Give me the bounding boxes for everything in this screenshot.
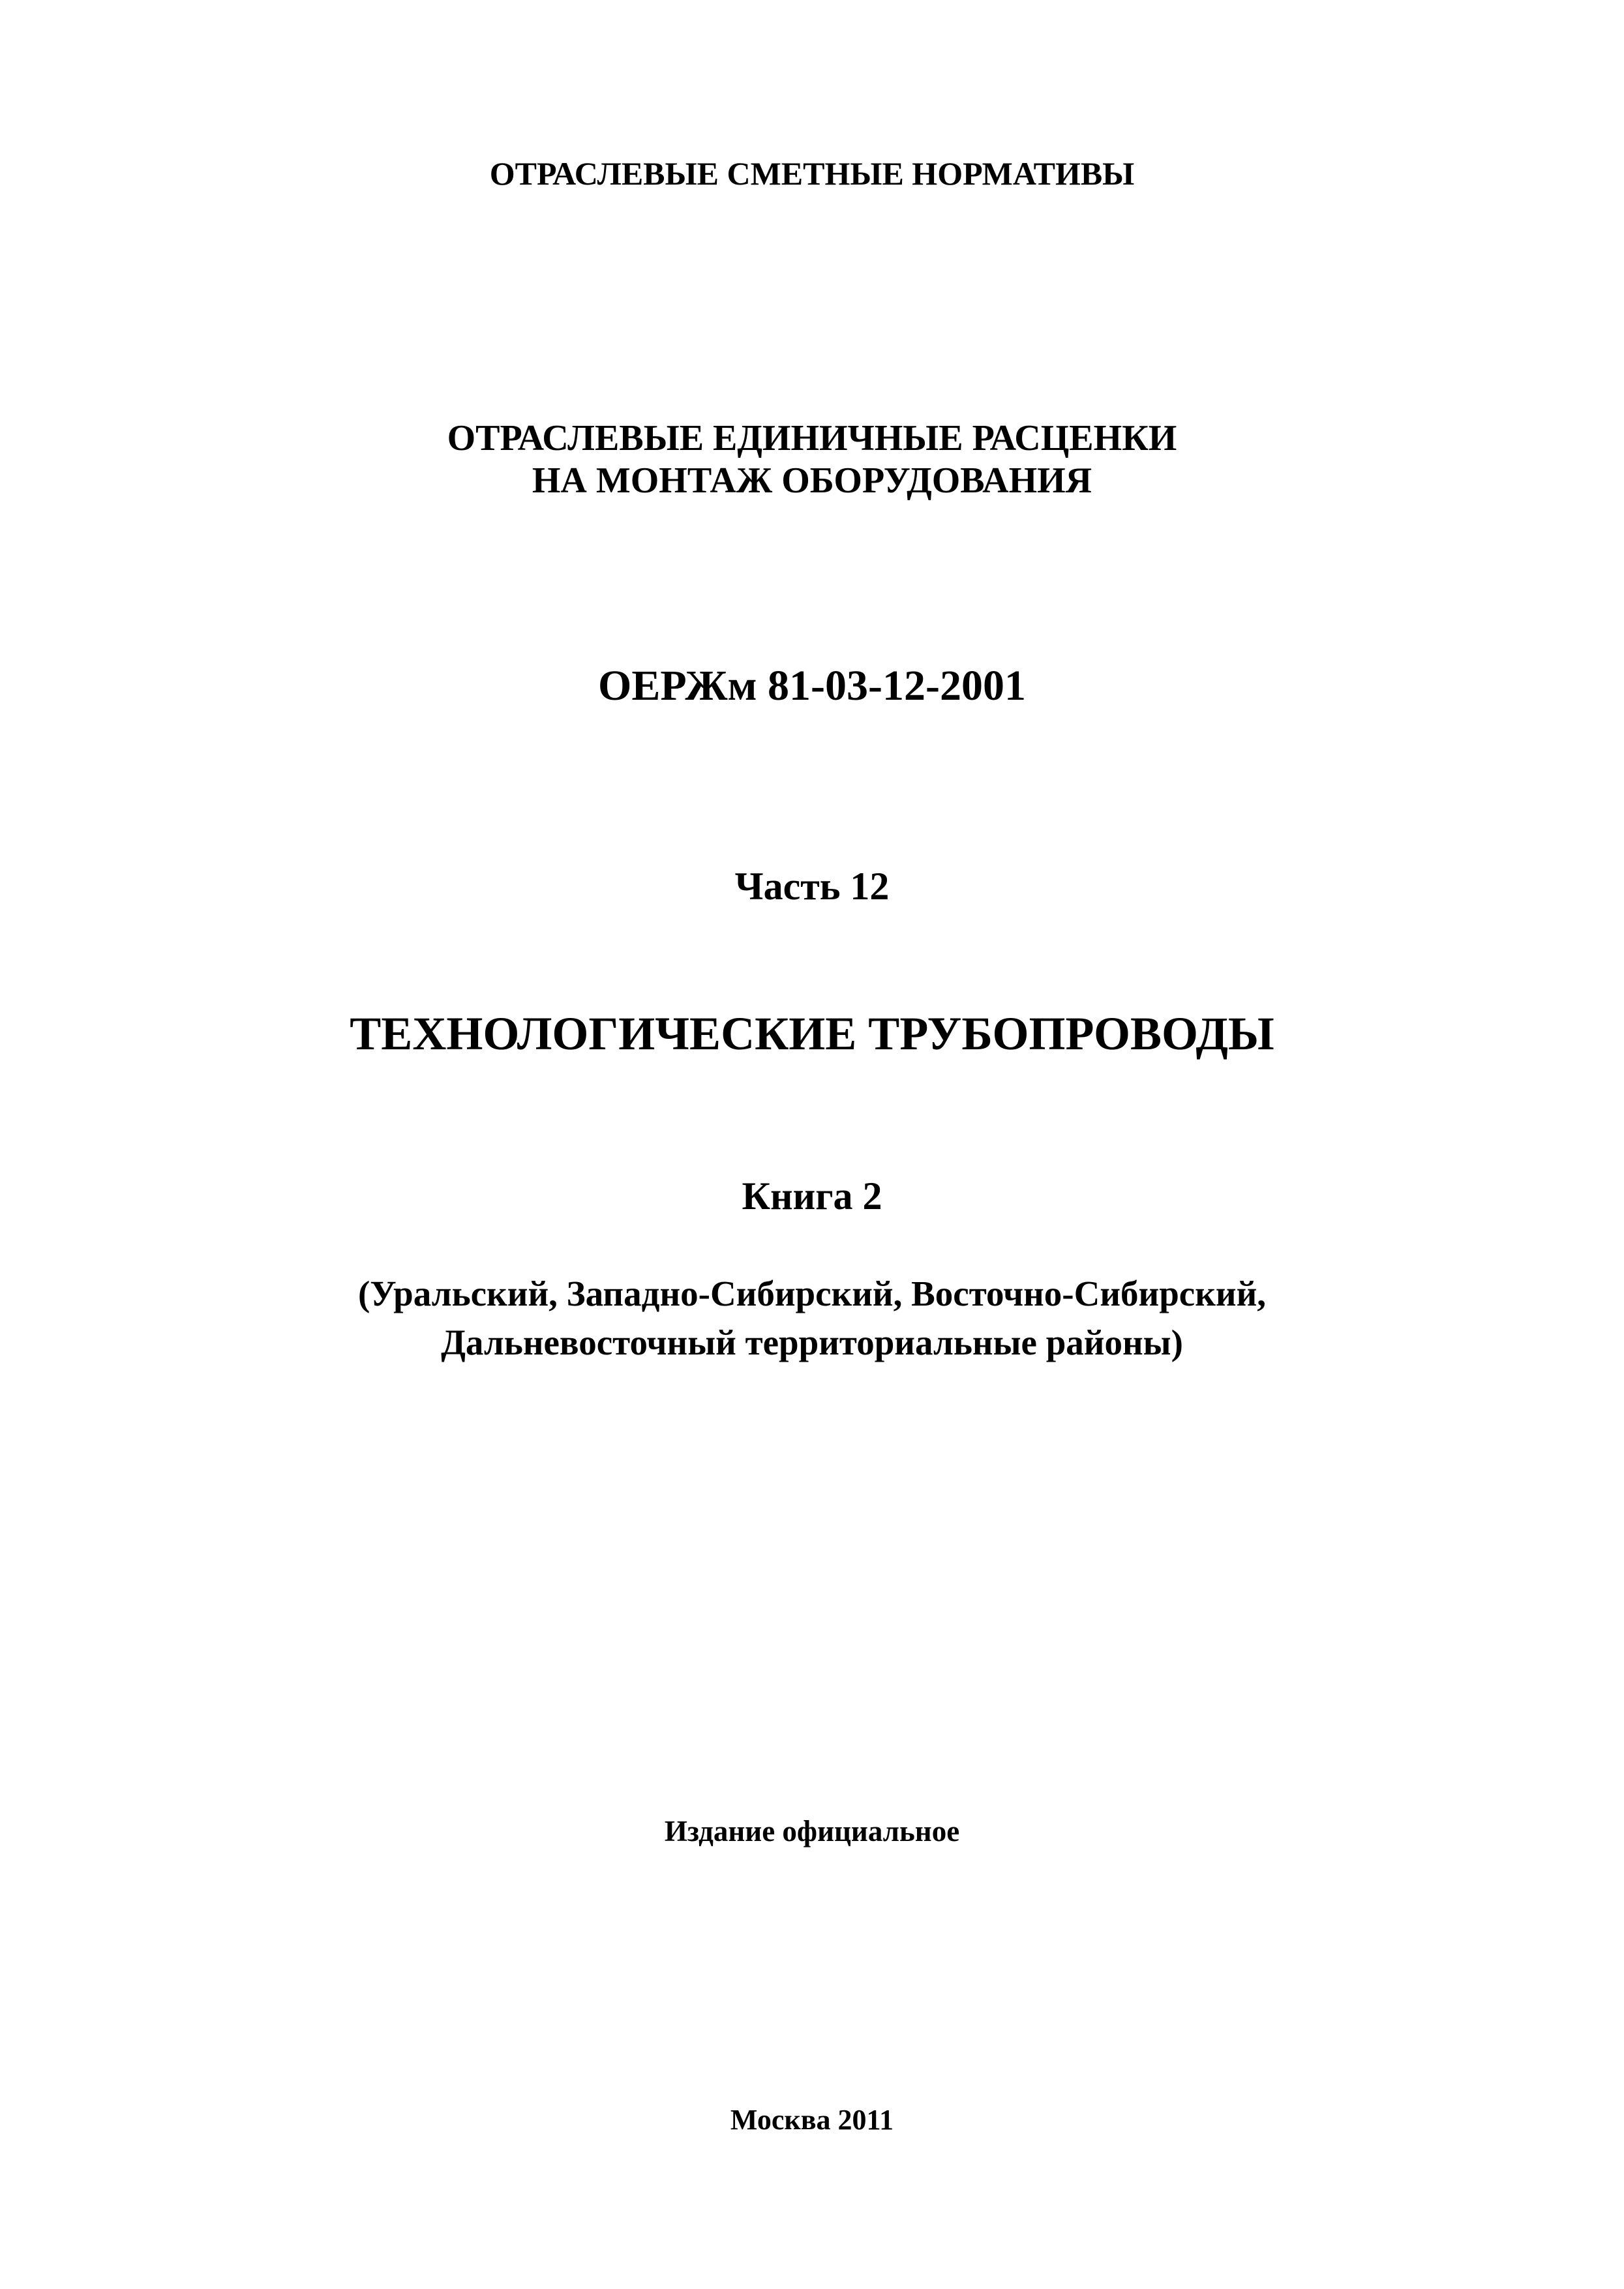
regions-line-1: (Уральский, Западно-Сибирский, Восточно-Сибирский, [357,1274,1267,1313]
book-number: Книга 2 [742,1174,882,1218]
regions-line-2: Дальневосточный территориальные районы) [441,1323,1183,1362]
document-title-line-1: ОТРАСЛЕВЫЕ ЕДИНИЧНЫЕ РАСЦЕНКИ [447,418,1177,458]
place-and-year: Москва 2011 [730,2104,894,2136]
document-title-line-2: НА МОНТАЖ ОБОРУДОВАНИЯ [532,460,1092,501]
document-code: ОЕРЖм 81-03-12-2001 [597,662,1026,710]
part-number: Часть 12 [734,865,890,908]
series-heading: ОТРАСЛЕВЫЕ СМЕТНЫЕ НОРМАТИВЫ [489,155,1135,192]
edition-note: Издание официальное [664,1815,960,1848]
subject-title: ТЕХНОЛОГИЧЕСКИЕ ТРУБОПРОВОДЫ [350,1008,1274,1060]
